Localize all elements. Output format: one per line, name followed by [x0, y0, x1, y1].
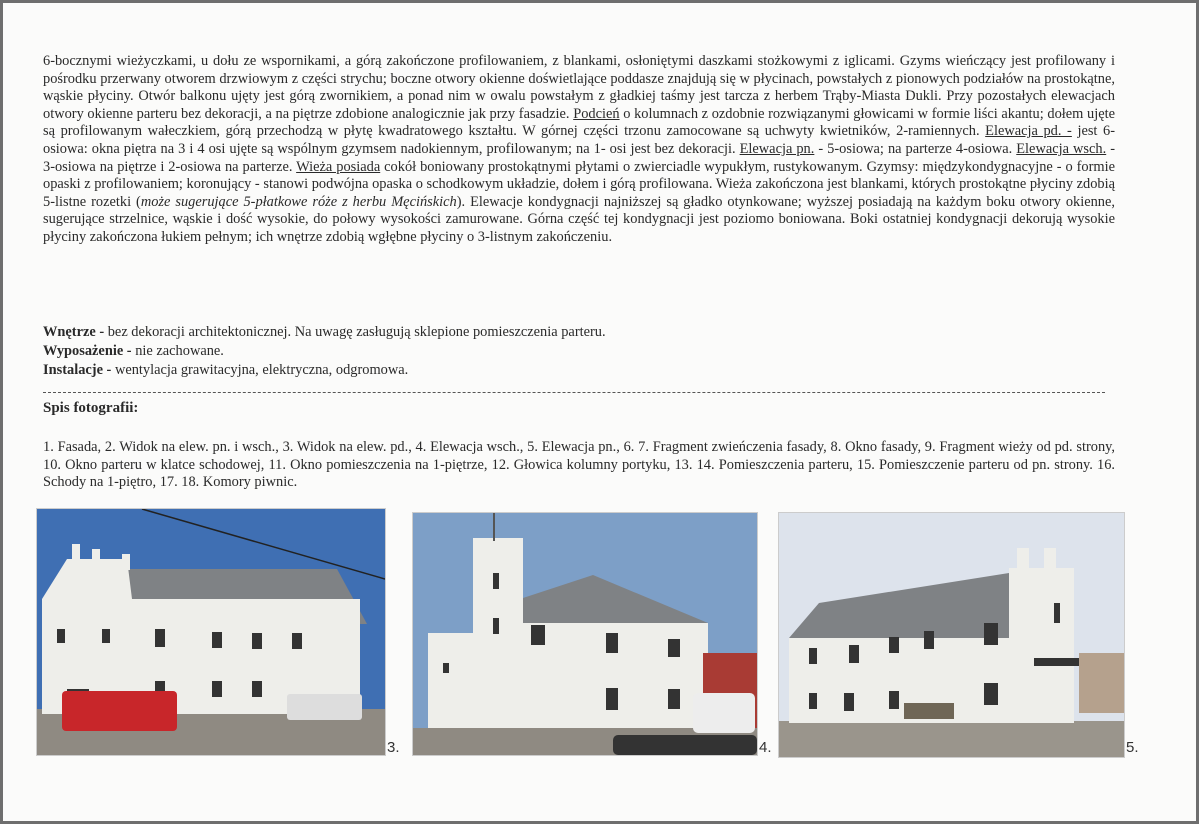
text-segment: jest 6-osiowa: okna piętra na 3 i 4 osi ujęte są wspólnym gzymsem nadokiennym, profilowanym; na 1- osi jest bez dekoracji.: [43, 123, 1115, 157]
wieza-heading: Wieża posiada: [296, 158, 381, 175]
photo-number: 5.: [1126, 739, 1139, 756]
italic-note: może sugerujące 5-płatkowe róże z herbu Męcińskich: [140, 193, 457, 210]
photo-number: 4.: [759, 739, 772, 756]
wyposazenie-row: [43, 342, 606, 361]
wyposazenie-label: Wyposażenie -: [43, 343, 132, 359]
text-segment: cokół boniowany prostokątnymi płytami o zwierciadle wypukłym, rustykowanym. Gzymsy: międzykondygnacyjne - o formie opaski z profilowaniem; koronujący - stanowi podwójna opaska o schodkowym układzie, dołem i górą profilowana. Wieża zakończona jest blankami, których prostokątne płyciny zdobią 5-listne rozetki (: [43, 158, 1115, 210]
elewacja-pd-heading: Elewacja pd. -: [985, 123, 1072, 140]
elewacja-wsch-heading: Elewacja wsch.: [1016, 140, 1107, 157]
photo-3-south-elevation: [36, 508, 386, 756]
details-section: [43, 323, 606, 380]
text-segment: 6-bocznymi wieżyczkami, u dołu ze wspornikami, a górą zakończone profilowaniem, z blankami, osłoniętymi daszkami stożkowymi z iglicami. Gzyms wieńczący jest profilowany i pośrodku przerwany otworem drzwiowym z części strychu; boczne otwory okienne doświetlające poddasze znajdują się w płycinach, powstałych z pionowych podziałów na prostokątne, wąskie płyciny. Otwór balkonu ujęty jest górą zwornikiem, a ponad nim w owalu powstałym z gładkiej taśmy jest tarcza z herbem Trąby-Miasta Dukli. Przy pozostałych elewacjach otwory okienne parteru bez dekoracji, a na piętrze zdobione analogicznie jak przy fasadzie.: [43, 53, 1115, 122]
description-paragraph: [43, 53, 1115, 247]
instalacje-value: wentylacja grawitacyjna, elektryczna, odgromowa.: [111, 362, 409, 378]
text-segment: o kolumnach z ozdobnie rozwiązanymi głowicami w formie liści akantu; dołem ujęte są profilowanym wałeczkiem, górą przechodzą w płytę kwadratowego kształtu. W górnej części trzonu zamocowane są uchwyty kwietników, 2-ramiennych.: [43, 105, 1115, 140]
podcien-heading: Podcień: [573, 105, 620, 122]
instalacje-row: [43, 361, 606, 380]
wyposazenie-value: nie zachowane.: [131, 343, 224, 359]
text-segment: - 3-osiowa na piętrze i 2-osiowa na parterze.: [43, 140, 1115, 175]
elewacja-pn-heading: Elewacja pn.: [739, 140, 815, 157]
document-page: [3, 3, 1196, 821]
wnetrze-value: bez dekoracji architektonicznej. Na uwagę zasługują sklepione pomieszczenia parteru.: [104, 324, 606, 340]
text-segment: - 5-osiowa; na parterze 4-osiowa.: [814, 140, 1017, 157]
photo-number: 3.: [387, 739, 400, 756]
photos-title: Spis fotografii:: [43, 400, 139, 416]
wnetrze-row: [43, 323, 606, 342]
text-segment: ). Elewacje kondygnacji najniższej są gładko otynkowane; wyższej posiadają na każdym boku otwory okienne, sugerujące strzelnice, wąskie i dość wysokie, do połowy wysokości zamurowane. Górna część tej kondygnacji jest poziomo boniowana. Boki ostatniej kondygnacji dekorują wysokie płyciny zakończona łukiem pełnym; ich wnętrze zdobią wgłębne płyciny o 3-listnym zakończeniu.: [43, 193, 1115, 245]
dashed-divider: [43, 392, 1105, 393]
wnetrze-label: Wnętrze -: [43, 324, 105, 340]
photos-list: 1. Fasada, 2. Widok na elew. pn. i wsch., 3. Widok na elew. pd., 4. Elewacja wsch., 5. Elewacja pn., 6. 7. Fragment zwieńczenia fasady, 8. Okno fasady, 9. Fragment wieży od pd. strony, 10. Okno parteru w klatce schodowej, 11. Okno pomieszczenia na 1-piętrze, 12. Głowica kolumny portyku, 13. 14. Pomieszczenia parteru, 15. Pomieszczenie parteru od pn. strony. 16. Schody na 1-piętro, 17. 18. Komory piwnic.: [43, 439, 1115, 491]
photo-5-north-elevation: [778, 512, 1125, 758]
instalacje-label: Instalacje -: [43, 362, 112, 378]
photo-4-east-elevation: [412, 512, 758, 756]
